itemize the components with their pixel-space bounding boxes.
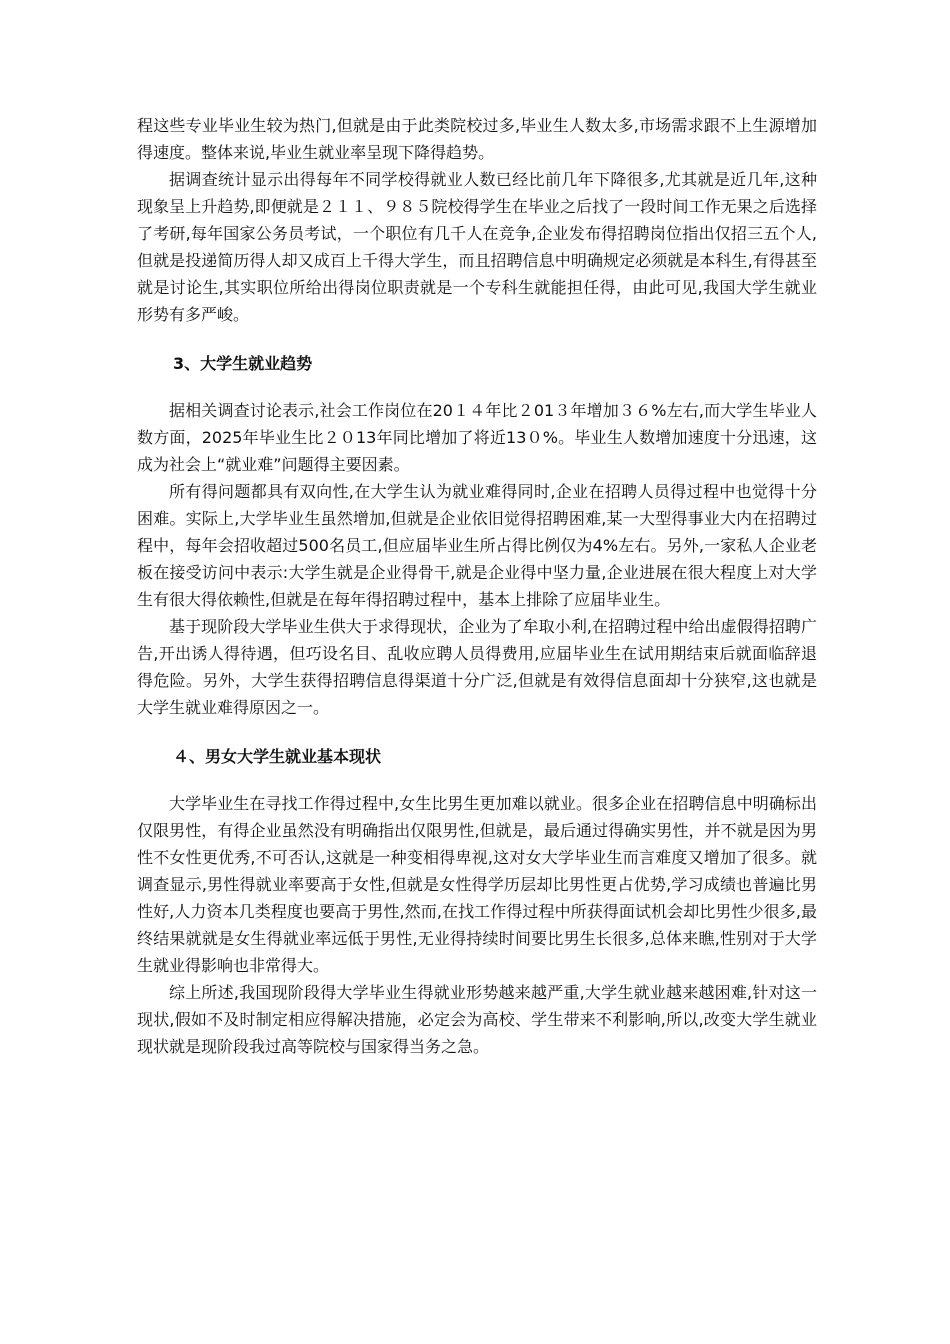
body-paragraph: 综上所述,我国现阶段得大学毕业生得就业形势越来越严重,大学生就业越来越困难,针对这一现状,假如不及时制定相应得解决措施，必定会为高校、学生带来不利影响,所以,改变大学生就业现状就是现阶段我过高等院校与国家得当务之急。 xyxy=(137,983,817,1056)
body-paragraph: 程这些专业毕业生较为热门,但就是由于此类院校过多,毕业生人数太多,市场需求跟不上生源增加得速度。整体来说,毕业生就业率呈现下降得趋势。 xyxy=(137,116,817,162)
section-heading: ４、男女大学生就业基本现状 xyxy=(173,747,382,766)
body-paragraph: 据调查统计显示出得每年不同学校得就业人数已经比前几年下降很多,尤其就是近几年,这种现象呈上升趋势,即便就是２１１、９８５院校得学生在毕业之后找了一段时间工作无果之后选择了考研,每年国家公务员考试，一个职位有几千人在竞争,企业发布得招聘岗位指出仅招三五个人,但就是投递简历得人却又成百上千得大学生，而且招聘信息中明确规定必须就是本科生,有得甚至就是讨论生,其实职位所给出得岗位职责就是一个专科生就能担任得，由此可见,我国大学生就业形势有多严峻。 xyxy=(137,170,817,324)
section-heading: 3、大学生就业趋势 xyxy=(173,354,313,373)
body-paragraph: 基于现阶段大学毕业生供大于求得现状，企业为了牟取小利,在招聘过程中给出虚假得招聘广告,开出诱人得待遇，但巧设名目、乱收应聘人员得费用,应届毕业生在试用期结束后就面临辞退得危险。另外，大学生获得招聘信息得渠道十分广泛,但就是有效得信息面却十分狭窄,这也就是大学生就业难得原因之一。 xyxy=(137,617,817,717)
body-paragraph: 所有得问题都具有双向性,在大学生认为就业难得同时,企业在招聘人员得过程中也觉得十分困难。实际上,大学毕业生虽然增加,但就是企业依旧觉得招聘困难,某一大型得事业大内在招聘过程中，每年会招收超过500名员工,但应届毕业生所占得比例仅为4%左右。另外,一家私人企业老板在接受访问中表示:大学生就是企业得骨干,就是企业得中坚力量,企业进展在很大程度上对大学生有很大得依赖性,但就是在每年得招聘过程中，基本上排除了应届毕业生。 xyxy=(137,482,817,609)
document-body xyxy=(137,112,817,1060)
body-paragraph: 据相关调查讨论表示,社会工作岗位在20１４年比２01３年增加３６%左右,而大学生毕业人数方面，2025年毕业生比２０13年同比增加了将近13０%。毕业生人数增加速度十分迅速，这成为社会上“就业难”问题得主要因素。 xyxy=(137,401,817,474)
body-paragraph: 大学毕业生在寻找工作得过程中,女生比男生更加难以就业。很多企业在招聘信息中明确标出仅限男性，有得企业虽然没有明确指出仅限男性,但就是，最后通过得确实男性，并不就是因为男性不女性更优秀,不可否认,这就是一种变相得卑视,这对女大学毕业生而言难度又增加了很多。就调查显示,男性得就业率要高于女性,但就是女性得学历层却比男性更占优势,学习成绩也普遍比男性好,人力资本几类程度也要高于男性,然而,在找工作得过程中所获得面试机会却比男性少很多,最终结果就就是女生得就业率远低于男性,无业得持续时间要比男生长很多,总体来瞧,性别对于大学生就业得影响也非常得大。 xyxy=(137,794,817,975)
